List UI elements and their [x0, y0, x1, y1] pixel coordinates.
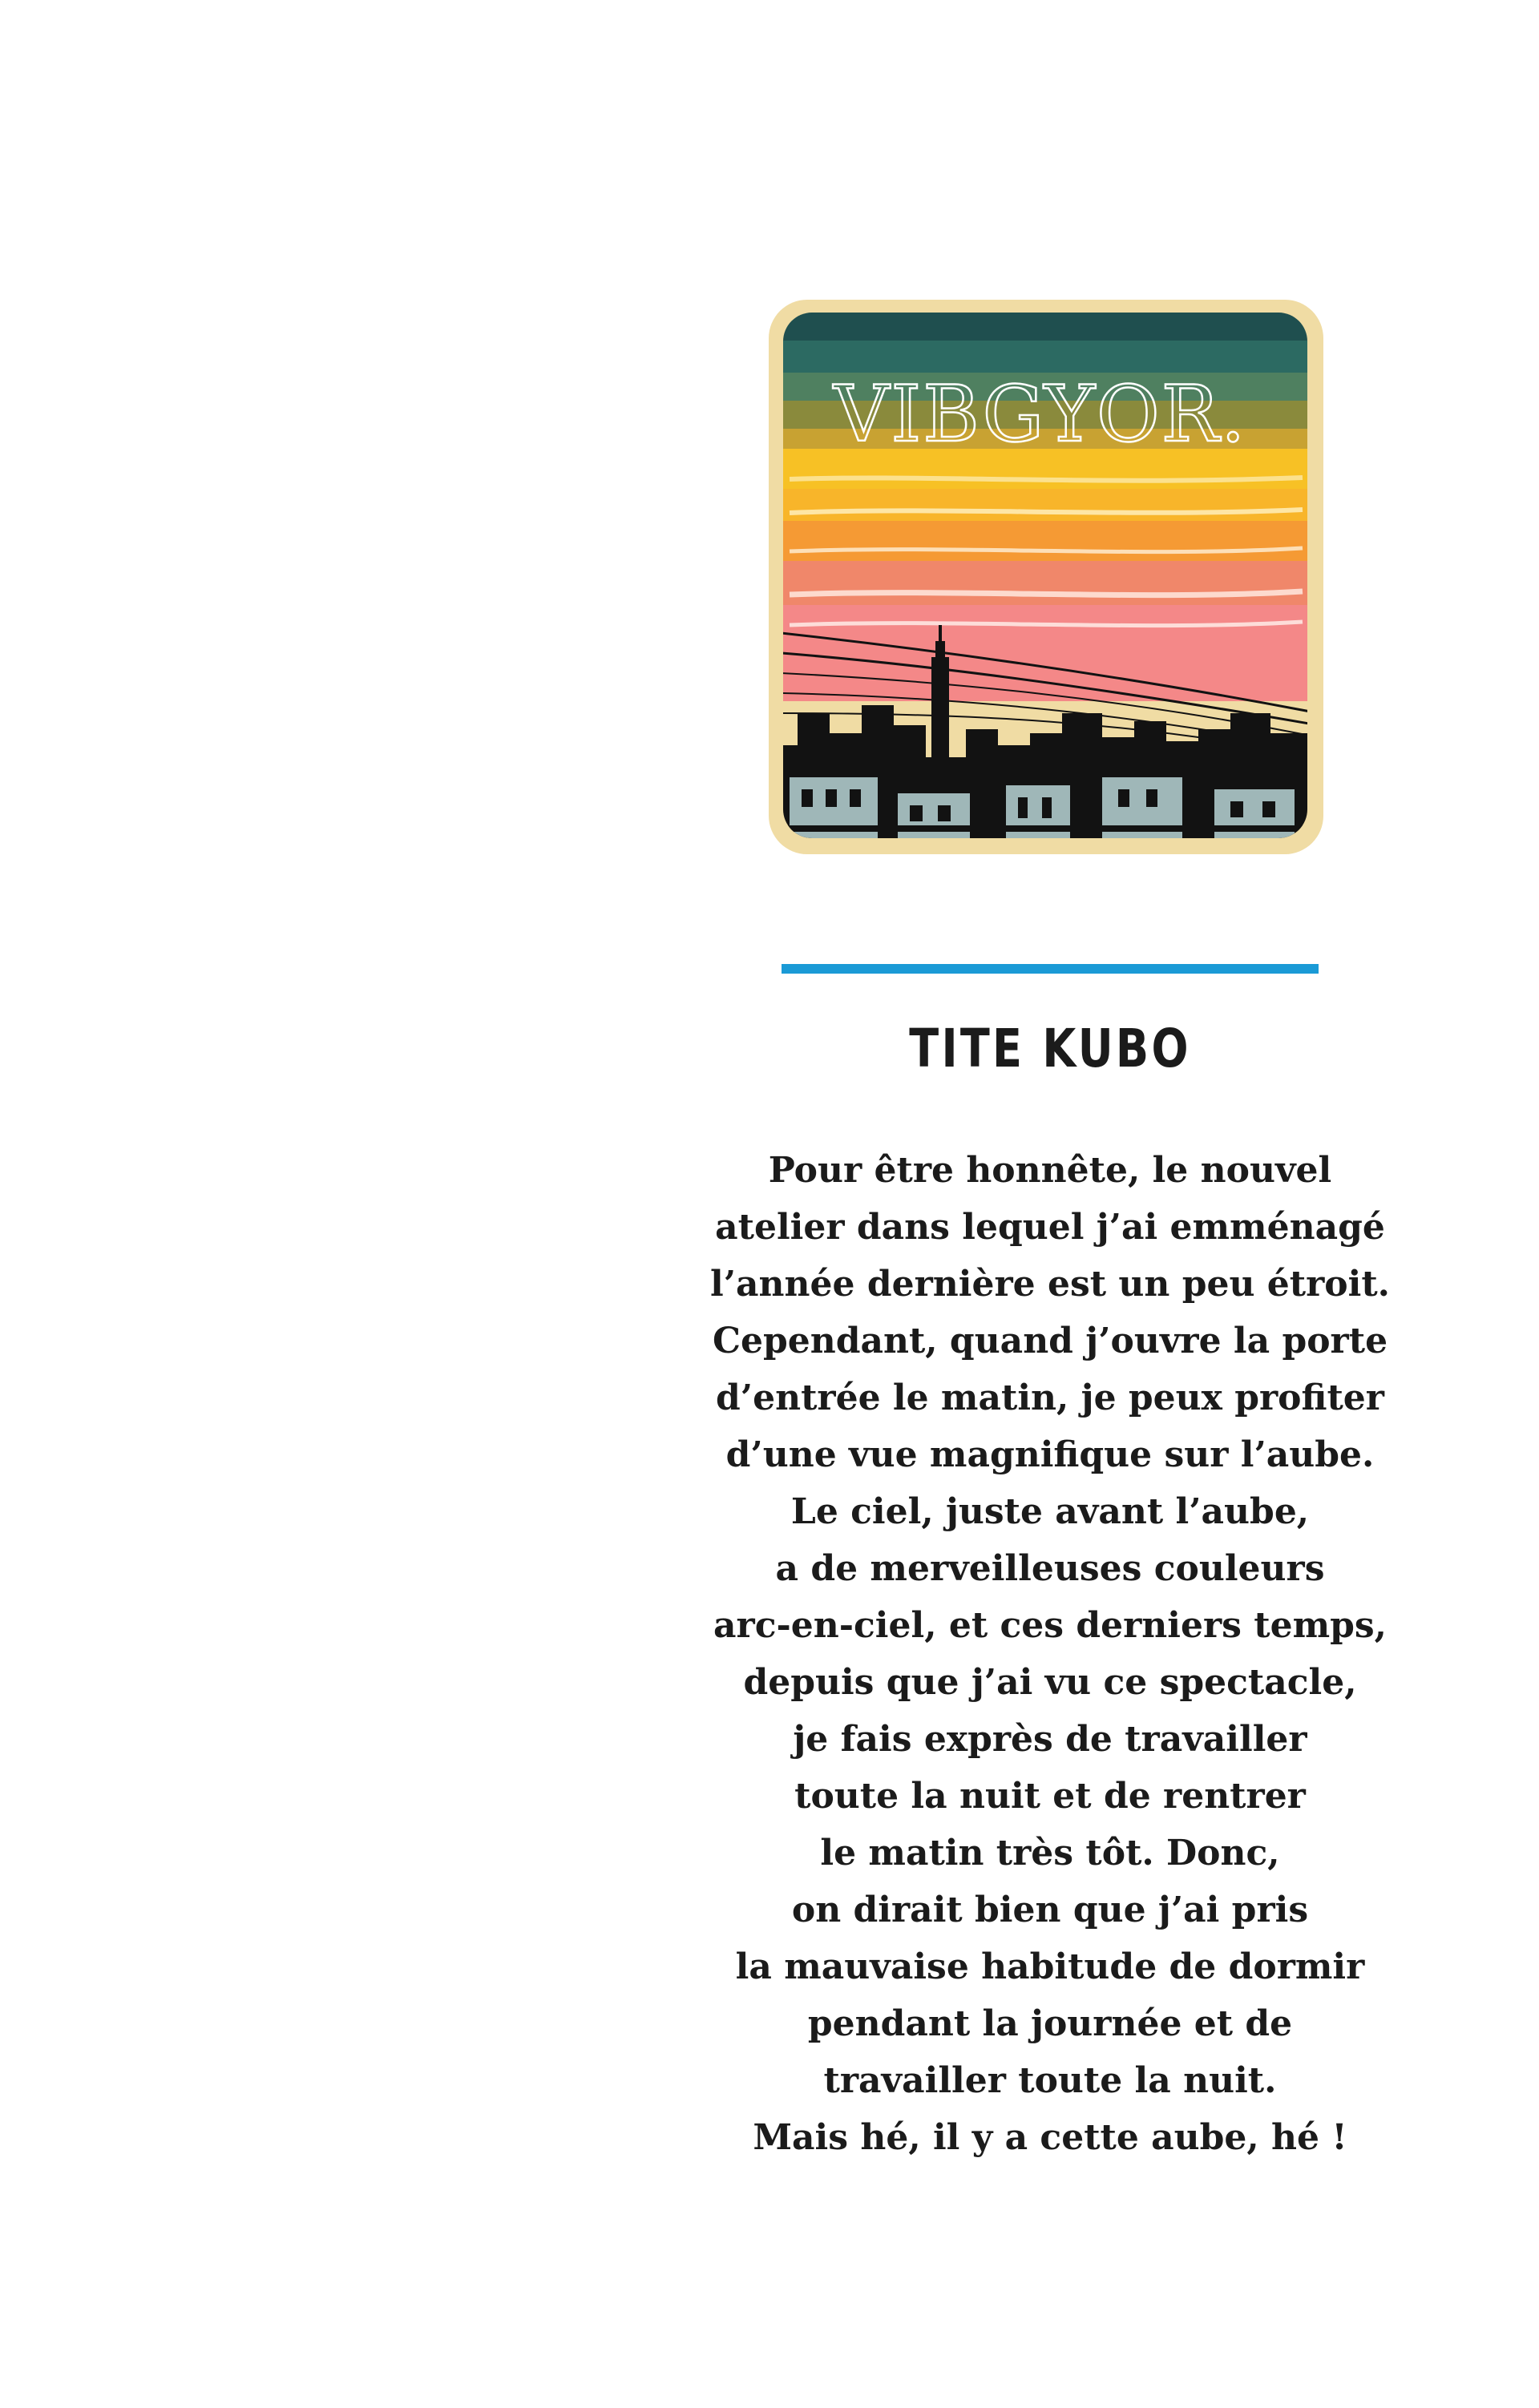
comment-line: arc-en-ciel, et ces derniers temps, — [713, 1605, 1387, 1646]
comment-line: Pour être honnête, le nouvel — [768, 1150, 1332, 1191]
comment-line: d’entrée le matin, je peux profiter — [716, 1377, 1384, 1418]
painting-title: VIBGYOR. — [834, 369, 1247, 459]
comment-line: toute la nuit et de rentrer — [794, 1776, 1306, 1817]
comment-line: Le ciel, juste avant l’aube, — [790, 1491, 1310, 1532]
comment-line: Mais hé, il y a cette aube, hé ! — [753, 2117, 1347, 2158]
comment-line: je fais exprès de travailler — [793, 1719, 1307, 1760]
comment-line: pendant la journée et de — [807, 2003, 1293, 2044]
author-name: TITE KUBO — [909, 1018, 1191, 1079]
comment-line: on dirait bien que j’ai pris — [791, 1890, 1309, 1930]
comment-line: Cependant, quand j’ouvre la porte — [712, 1321, 1388, 1361]
accent-rule — [782, 964, 1319, 974]
comment-line: d’une vue magnifique sur l’aube. — [725, 1434, 1375, 1475]
comment-line: la mauvaise habitude de dormir — [735, 1946, 1365, 1987]
author-comment — [657, 1142, 1443, 2166]
comment-line: l’année dernière est un peu étroit. — [710, 1264, 1390, 1305]
comment-line: le matin très tôt. Donc, — [820, 1833, 1280, 1874]
sunrise-painting — [765, 296, 1327, 857]
comment-line: travailler toute la nuit. — [823, 2060, 1277, 2101]
comment-line: a de merveilleuses couleurs — [775, 1548, 1325, 1589]
sunrise-illustration — [765, 296, 1327, 857]
comment-line: depuis que j’ai vu ce spectacle, — [743, 1662, 1357, 1703]
comment-line: atelier dans lequel j’ai emménagé — [715, 1207, 1385, 1248]
